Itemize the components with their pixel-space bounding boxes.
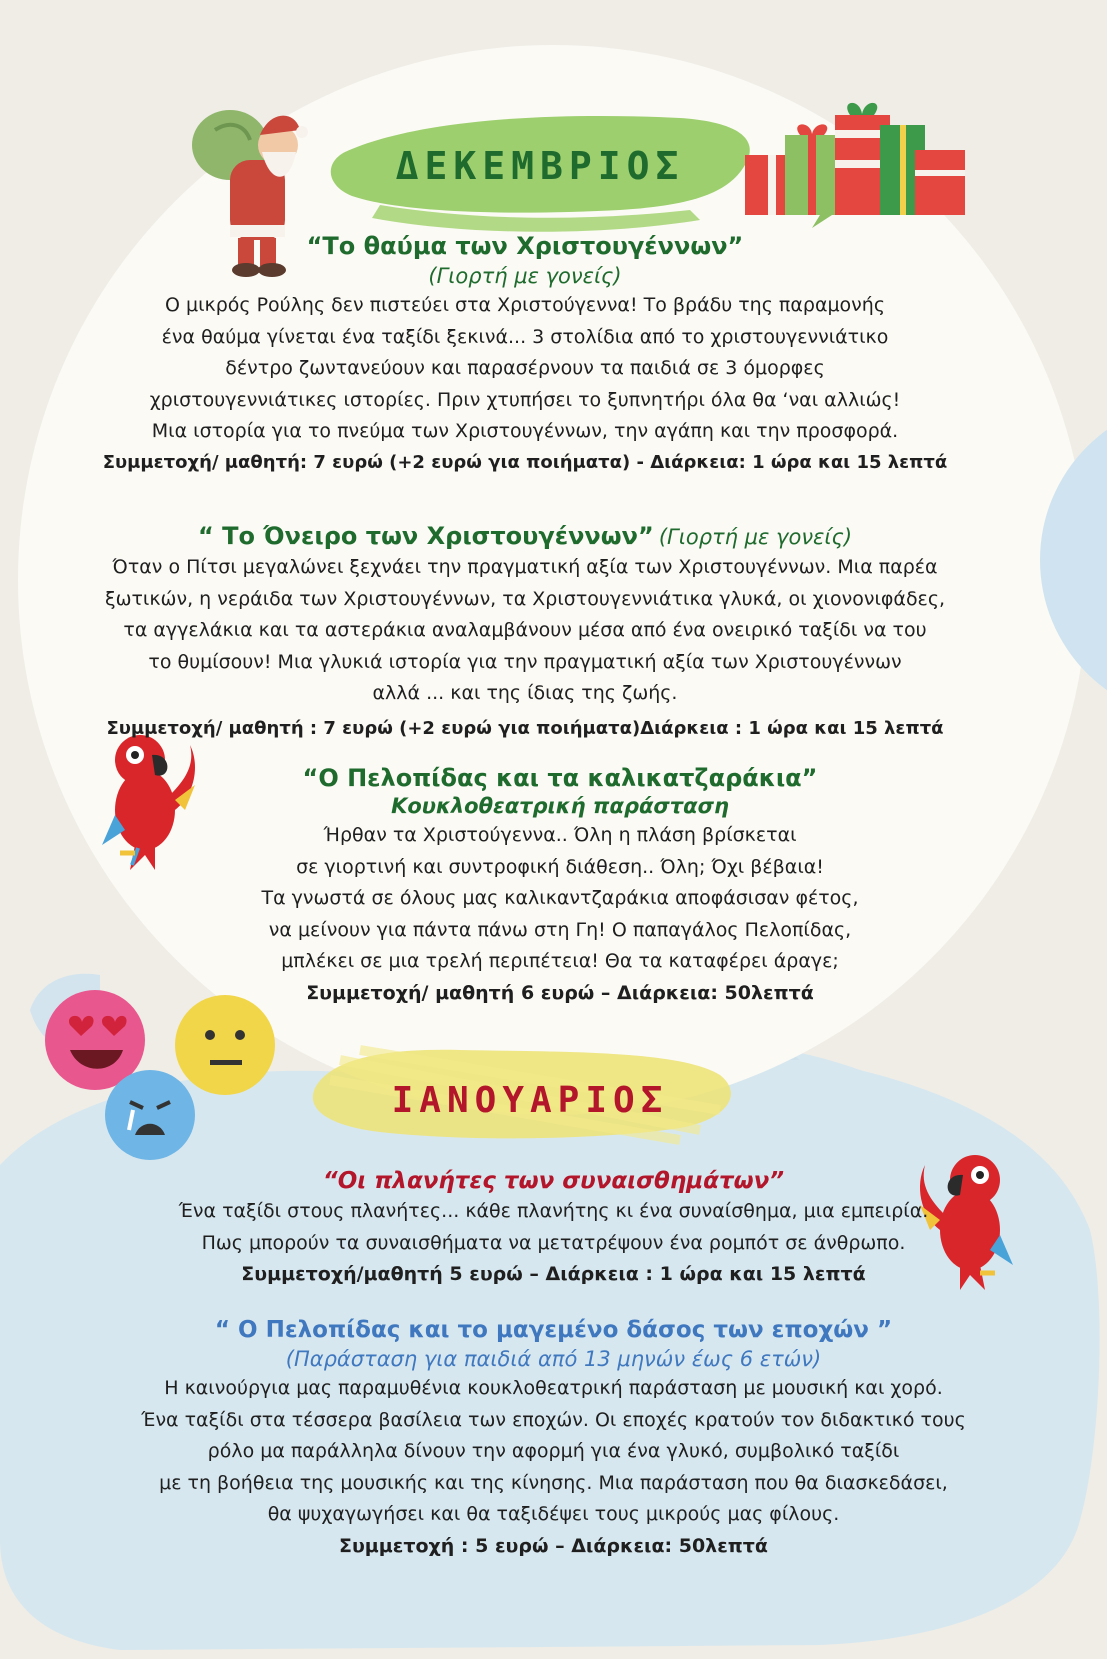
show-title: “ Το Όνειρο των Χριστουγέννων” (197, 522, 654, 550)
show-description-line: Η καινούργια μας παραμυθένια κουκλοθεατρική παράσταση με μουσική και χορό. (164, 1377, 943, 1399)
show-price: Συμμετοχή/μαθητή 5 ευρώ – Διάρκεια : 1 ώρα και 15 λεπτά (241, 1263, 866, 1285)
show-description-line: Ο μικρός Ρούλης δεν πιστεύει στα Χριστούγεννα! Το βράδυ της παραμονής (165, 294, 885, 316)
show-description-line: Μια ιστορία για το πνεύμα των Χριστουγέννων, την αγάπη και την προσφορά. (151, 420, 899, 442)
show-description-line: ένα θαύμα γίνεται ένα ταξίδι ξεκινά... 3 στολίδια από το χριστουγεννιάτικο (161, 325, 889, 348)
show-description-line: θα ψυχαγωγήσει και θα ταξιδέψει τους μικρούς μας φίλους. (267, 1503, 840, 1525)
show-price: Συμμετοχή/ μαθητή 6 ευρώ – Διάρκεια: 50λεπτά (306, 981, 814, 1004)
december-show-3 (180, 764, 940, 1008)
show-description-line: Ένα ταξίδι στα τέσσερα βασίλεια των εποχών. Οι εποχές κρατούν τον διδακτικό τους (141, 1408, 966, 1431)
show-description-line: σε γιορτινή και συντροφική διάθεση.. Όλη; Όχι βέβαια! (296, 855, 824, 878)
month-heading-december: ΔΕΚΕΜΒΡΙΟΣ (395, 144, 685, 188)
show-description-line: τα αγγελάκια και τα αστεράκια αναλαμβάνουν μέσα από ένα ονειρικό ταξίδι να του (123, 619, 927, 641)
december-show-1 (0, 232, 1050, 478)
show-subtitle: (Γιορτή με γονείς) (428, 264, 622, 288)
show-description-line: Όταν ο Πίτσι μεγαλώνει ξεχνάει την πραγματική αξία των Χριστουγέννων. Μια παρέα (112, 556, 938, 578)
show-title: “Ο Πελοπίδας και τα καλικατζαράκια” (302, 764, 818, 792)
show-description-line: να μείνουν για πάντα πάνω στη Γη! Ο παπαγάλος Πελοπίδας, (268, 918, 852, 941)
show-description-line: το θυμίσουν! Μια γλυκιά ιστορία για την πραγματική αξία των Χριστουγέννων (148, 650, 902, 673)
show-subtitle: (Γιορτή με γονείς) (658, 525, 853, 549)
emoji-illustration (35, 980, 295, 1180)
show-description-line: με τη βοήθεια της μουσικής και της κίνησης. Μια παράσταση που θα διασκεδάσει, (159, 1471, 948, 1494)
january-show-1 (0, 1168, 1107, 1289)
show-description-line: δέντρο ζωντανεύουν και παρασέρνουν τα παιδιά σε 3 όμορφες (225, 357, 825, 379)
show-description-line: χριστουγεννιάτικες ιστορίες. Πριν χτυπήσει το ξυπνητήρι όλα θα ‘ναι αλλιώς! (149, 388, 901, 411)
show-description-line: Πως μπορούν τα συναισθήματα να μετατρέψουν ένα ρομπότ σε άνθρωπο. (201, 1231, 906, 1254)
show-description-line: Τα γνωστά σε όλους μας καλικαντζαράκια αποφάσισαν φέτος, (261, 887, 859, 909)
show-price: Συμμετοχή : 5 ευρώ – Διάρκεια: 50λεπτά (339, 1534, 768, 1557)
january-show-2 (0, 1317, 1107, 1561)
show-title: “Το θαύμα των Χριστουγέννων” (306, 232, 744, 260)
show-description-line: Ήρθαν τα Χριστούγεννα.. Όλη η πλάση βρίσκεται (323, 824, 797, 846)
show-title: “ Ο Πελοπίδας και το μαγεμένο δάσος των εποχών ” (214, 1317, 893, 1343)
gifts-illustration (740, 100, 970, 230)
december-show-2 (0, 522, 1050, 744)
show-description-line: μπλέκει σε μια τρελή περιπέτεια! Θα τα καταφέρει άραγε; (281, 950, 839, 972)
show-description-line: αλλά ... και της ίδιας της ζωής. (372, 682, 678, 704)
show-description-line: ρόλο μα παράλληλα δίνουν την αφορμή για ένα γλυκό, συμβολικό ταξίδι (207, 1440, 900, 1462)
show-description-line: ξωτικών, η νεράιδα των Χριστουγέννων, τα Χριστουγεννιάτικα γλυκά, οι χιονονιφάδες, (104, 587, 946, 610)
show-subtitle: (Παράσταση για παιδιά από 13 μηνών έως 6 ετών) (285, 1347, 822, 1371)
show-subtitle: Κουκλοθεατρική παράσταση (391, 794, 729, 818)
show-price: Συμμετοχή/ μαθητή : 7 ευρώ (+2 ευρώ για ποιήματα)Διάρκεια : 1 ώρα και 15 λεπτά (106, 717, 944, 739)
month-heading-january: ΙΑΝΟΥΑΡΙΟΣ (391, 1080, 669, 1121)
show-description-line: Ένα ταξίδι στους πλανήτες... κάθε πλανήτης κι ένα συναίσθημα, μια εμπειρία. (178, 1200, 929, 1222)
show-title: “Οι πλανήτες των συναισθημάτων” (322, 1168, 785, 1194)
show-price: Συμμετοχή/ μαθητή: 7 ευρώ (+2 ευρώ για ποιήματα) - Διάρκεια: 1 ώρα και 15 λεπτά (102, 451, 948, 473)
